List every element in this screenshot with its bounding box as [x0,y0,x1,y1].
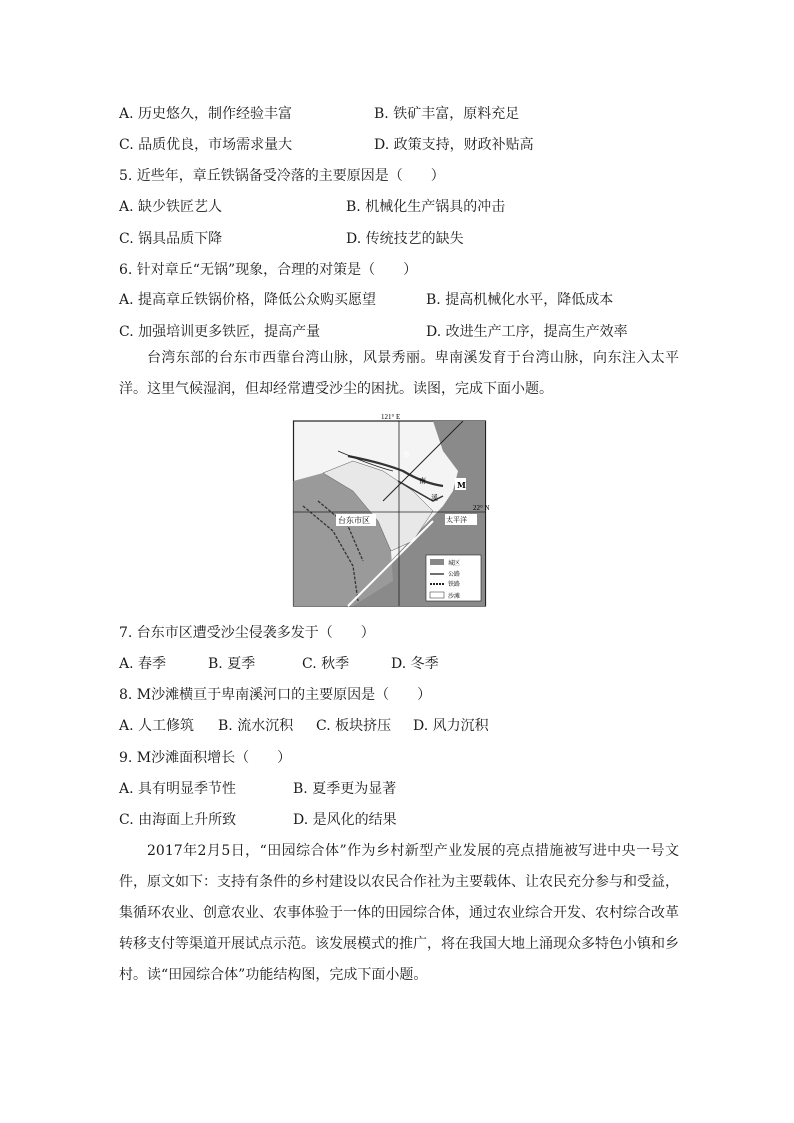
city-label: 台东市区 [338,516,370,525]
legend-sand-swatch [430,592,444,598]
lon-label: 121° E [381,413,401,421]
q9-stem: 9. M沙滩面积增长（ ） [119,750,292,766]
river-char-1: 卑 [403,451,410,459]
q9-option-b: B. 夏季更为显著 [293,781,397,797]
q8-option-c: C. 板块挤压 [316,718,392,734]
q4-option-d: D. 政策支持，财政补贴高 [374,137,534,153]
legend-road: 公路 [448,571,461,578]
ocean-label: 太平洋 [446,516,467,524]
q7-option-a: A. 春季 [119,656,167,672]
q6-option-a: A. 提高章丘铁锅价格，降低公众购买愿望 [119,292,377,308]
q5-stem: 5. 近些年，章丘铁锅备受冷落的主要原因是（ ） [119,168,445,184]
q6-option-b: B. 提高机械化水平，降低成本 [426,292,614,308]
q5-option-b: B. 机械化生产锅具的冲击 [346,199,506,215]
q9-option-d: D. 是风化的结果 [293,812,397,828]
q5-option-c: C. 锅具品质下降 [119,231,223,247]
q8-option-a: A. 人工修筑 [119,718,195,734]
passage-taitung: 台湾东部的台东市西靠台湾山脉，风景秀丽。卑南溪发育于台湾山脉，向东注入太平洋。这里气候湿润，但却经常遭受沙尘的困扰。读图，完成下面小题。 [119,350,679,397]
q7-option-c: C. 秋季 [302,656,350,672]
river-char-2: 南 [419,477,426,485]
legend-city-swatch [430,559,444,565]
legend-sand: 沙滩 [448,593,461,600]
q5-option-a: A. 缺少铁匠艺人 [119,199,223,215]
lat-label: 22° N [473,504,490,512]
q4-option-a: A. 历史悠久，制作经验丰富 [119,106,293,122]
q5-option-d: D. 传统技艺的缺失 [346,231,464,247]
q4-option-c: C. 品质优良，市场需求量大 [119,137,293,153]
passage-tianyuan: 2017年2月5日，“田园综合体”作为乡村新型产业发展的亮点措施被写进中央一号文件，原文如下：支持有条件的乡村建设以农民合作社为主要载体、让农民充分参与和受益，集循环农业、创意农业、农事体验于一体的田园综合体，通过农业综合开发、农村综合改革转移支付等渠道开展试点示范。该发展模式的推广，将在我国大地上涌现众多特色小镇和乡村。读“田园综合体”功能结构图，完成下面小题。 [119,843,679,983]
q8-stem: 8. M沙滩横亘于卑南溪河口的主要原因是（ ） [119,687,432,703]
q8-option-b: B. 流水沉积 [218,718,294,734]
q8-option-d: D. 风力沉积 [413,718,489,734]
q7-option-b: B. 夏季 [208,656,256,672]
q9-option-a: A. 具有明显季节性 [119,781,237,797]
taitung-map [293,411,490,607]
point-label: M [457,480,466,490]
q9-option-c: C. 由海面上升所致 [119,812,237,828]
q7-option-d: D. 冬季 [391,656,439,672]
q6-stem: 6. 针对章丘“无锅”现象，合理的对策是（ ） [119,262,418,278]
q6-option-d: D. 改进生产工序，提高生产效率 [426,324,628,340]
legend-rail: 铁路 [448,581,461,588]
q4-option-b: B. 铁矿丰富，原料充足 [374,106,520,122]
q7-stem: 7. 台东市区遭受沙尘侵袭多发于（ ） [119,625,375,641]
map-legend [426,555,481,601]
river-char-3: 溪 [431,494,438,502]
q6-option-c: C. 加强培训更多铁匠，提高产量 [119,324,321,340]
legend-city: 城区 [448,560,461,567]
